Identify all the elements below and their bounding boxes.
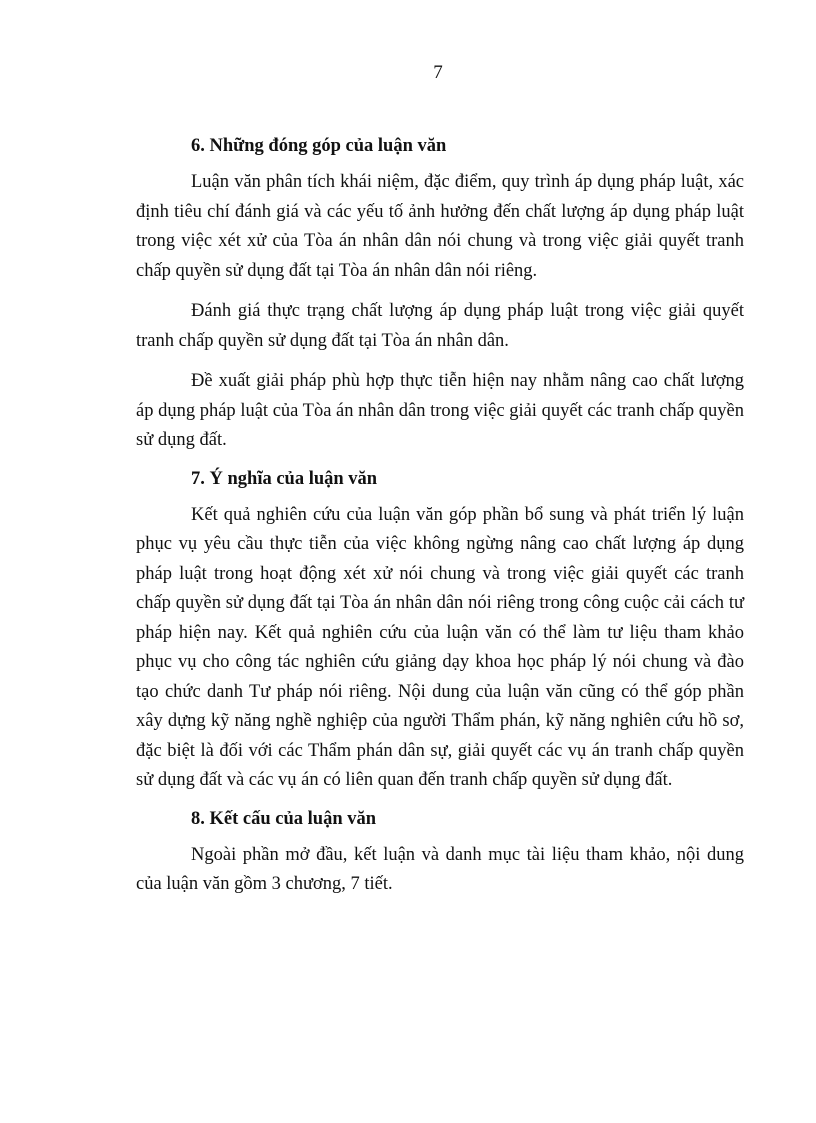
section-significance: [136, 467, 744, 796]
page-number: 7: [433, 62, 443, 83]
paragraph: Ngoài phần mở đầu, kết luận và danh mục tài liệu tham khảo, nội dung của luận văn gồm 3 chương, 7 tiết.: [136, 844, 744, 894]
paragraph: Luận văn phân tích khái niệm, đặc điểm, quy trình áp dụng pháp luật, xác định tiêu chí đánh giá và các yếu tố ảnh hưởng đến chất lượng áp dụng pháp luật trong việc xét xử của Tòa án nhân dân nói chung và trong việc giải quyết tranh chấp quyền sử dụng đất tại Tòa án nhân dân nói riêng.: [136, 172, 744, 281]
paragraph: Đề xuất giải pháp phù hợp thực tiễn hiện nay nhằm nâng cao chất lượng áp dụng pháp luật của Tòa án nhân dân trong việc giải quyết các tranh chấp quyền sử dụng đất.: [136, 371, 744, 450]
section-heading: 8. Kết cấu của luận văn: [191, 808, 377, 829]
section-structure: [136, 807, 744, 900]
section-heading: 6. Những đóng góp của luận văn: [191, 136, 447, 156]
paragraph: Đánh giá thực trạng chất lượng áp dụng pháp luật trong việc giải quyết tranh chấp quyền sử dụng đất tại Tòa án nhân dân.: [136, 301, 744, 351]
section-contributions: [136, 134, 744, 456]
section-heading: 7. Ý nghĩa của luận văn: [191, 468, 378, 489]
document-body: [136, 126, 744, 911]
paragraph: Kết quả nghiên cứu của luận văn góp phần bổ sung và phát triển lý luận phục vụ yêu cầu thực tiễn của việc không ngừng nâng cao chất lượng áp dụng pháp luật trong hoạt động xét xử nói chung và trong việc giải quyết các tranh chấp quyền sử dụng đất tại Tòa án nhân dân nói riêng trong công cuộc cải cách tư pháp hiện nay. Kết quả nghiên cứu của luận văn có thể làm tư liệu tham khảo phục vụ cho công tác nghiên cứu giảng dạy khoa học pháp lý nói chung và đào tạo chức danh Tư pháp nói riêng. Nội dung của luận văn cũng có thể góp phần xây dựng kỹ năng nghề nghiệp của người Thẩm phán, kỹ năng nghiên cứu hồ sơ, đặc biệt là đối với các Thẩm phán dân sự, giải quyết các vụ án tranh chấp quyền sử dụng đất và các vụ án có liên quan đến tranh chấp quyền sử dụng đất.: [136, 504, 744, 790]
